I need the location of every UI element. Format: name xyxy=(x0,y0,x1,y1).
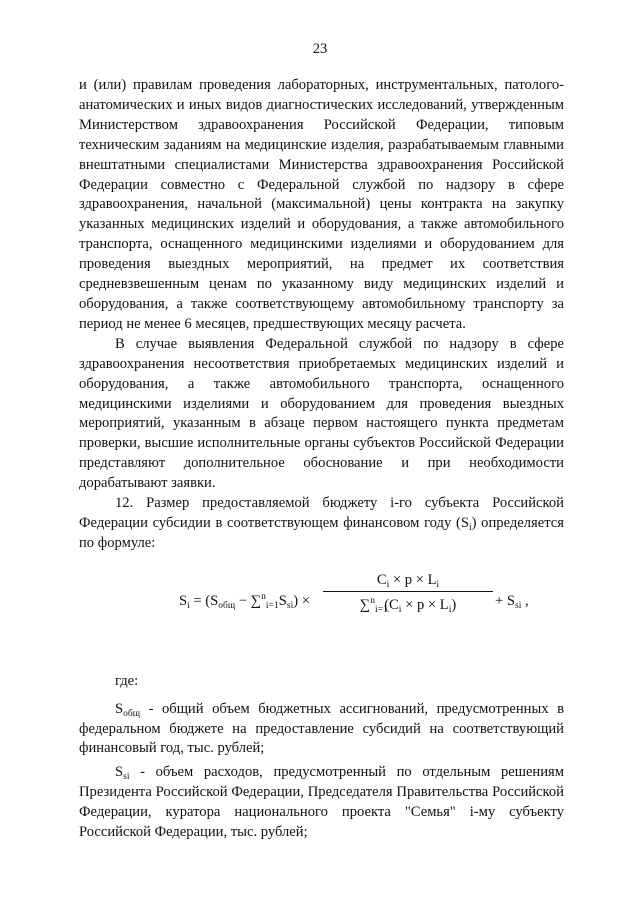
formula-right-part: + $S_{si}$ , xyxy=(495,592,529,611)
definition-s-si: $S_{si}$ - объем расходов, предусмотренный по отдельным решениям Президента Российской Федерации, Председателя Правительства Российской Федерации, куратора национального проекта "Семья" i-му субъекту Российской Федерации, тыс. рублей; xyxy=(79,764,564,841)
document-body xyxy=(79,76,564,843)
where-label: где: xyxy=(115,672,139,689)
paragraph-subsidy-end: определяется по формуле: xyxy=(79,514,564,551)
formula-numerator: $C_i \times p \times L_i$ xyxy=(376,571,440,590)
paragraph-continuation: и (или) правилам проведения лабораторных, инструментальных, патолого-анатомических и иных видов диагностических исследований, утвержденным Министерством здравоохранения Российской Федерации, типовым техническим заданиям на медицинские изделия, разрабатываемым главными внештатными специалистами Министерства здравоохранения Российской Федерации совместно с Федеральной службой по надзору в сфере здравоохранения, начальной (максимальной) цены контракта на закупку указанных медицинских изделий и оборудования, а также автомобильного транспорта, оснащенного медицинскими изделиями и оборудованием для проведения выездных мероприятий, на предмет их соответствия средневзвешенным ценам по указанному виду медицинских изделий и оборудования, а также соответствующему автомобильному транспорту за период не менее 6 месяцев, предшествующих месяцу расчета. xyxy=(79,77,564,332)
formula-fraction xyxy=(323,570,493,615)
page-number: 23 xyxy=(312,41,328,57)
paragraph-subsidy-text: 12. Размер предоставляемой бюджету i-го субъекта Российской Федерации субсидии в соответствующем финансовом году xyxy=(79,495,564,531)
formula-left-part: $S_i = (S_{общ} - \sum^n_{i=1}$ $S_{si}$) × xyxy=(179,591,310,611)
subsidy-variable: $(S_i)$ xyxy=(455,514,477,533)
formula-denominator: $\sum^n_{i=1}(C_i \times p \times L_i)$ xyxy=(359,595,457,615)
subsidy-formula xyxy=(79,564,564,644)
definition-s-total: $S_{общ}$ - общий объем бюджетных ассигнований, предусмотренных в федеральном бюджете на предоставление субсидий на соответствующий финансовый год, тыс. рублей; xyxy=(79,700,564,757)
fraction-bar xyxy=(323,591,493,592)
paragraph-inspection: В случае выявления Федеральной службой по надзору в сфере здравоохранения несоответствия приобретаемых медицинских изделий и оборудования, а также автомобильного транспорта, оснащенного медицинскими изделиями и оборудованием для проведения выездных мероприятий, указанным в абзаце первом настоящего пункта предметам проверки, высшие исполнительные органы субъектов Российской Федерации представляют дополнительное обоснование и при необходимости дорабатывают заявки. xyxy=(79,335,564,492)
paragraph-subsidy-size xyxy=(79,494,564,554)
